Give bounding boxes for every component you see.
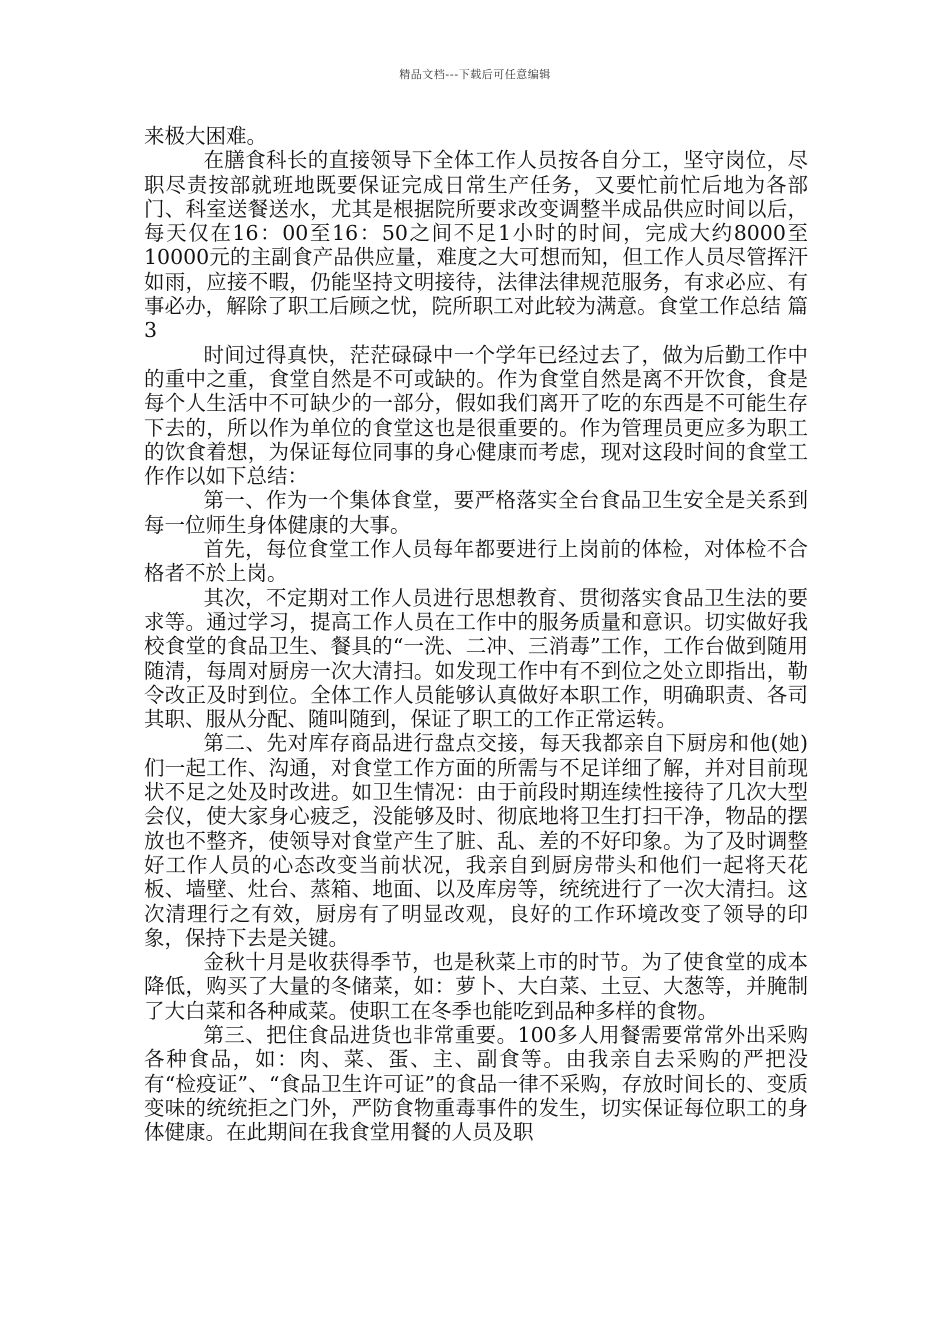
- paragraph-6: 其次，不定期对工作人员进行思想教育、贯彻落实食品卫生法的要求等。通过学习，提高工作人员在工作中的服务质量和意识。切实做好我校食堂的食品卫生、餐具的“一洗、二冲、三消毒”工作，工作台做到随用随清，每周对厨房一次大清扫。如发现工作中有不到位之处立即指出，勒令改正及时到位。全体工作人员能够认真做好本职工作，明确职责、各司其职、服从分配、随叫随到，保证了职工的工作正常运转。: [144, 585, 808, 732]
- paragraph-5: 首先，每位食堂工作人员每年都要进行上岗前的体检，对体检不合格者不於上岗。: [144, 537, 808, 586]
- paragraph-3: 时间过得真快，茫茫碌碌中一个学年已经过去了，做为后勤工作中的重中之重，食堂自然是不可或缺的。作为食堂自然是离不开饮食，食是每个人生活中不可缺少的一部分，假如我们离开了吃的东西是不可能生存下去的，所以作为单位的食堂这也是很重要的。作为管理员更应多为职工的饮食着想，为保证每位同事的身心健康而考虑，现对这段时间的食堂工作作以如下总结：: [144, 342, 808, 489]
- document-body: [144, 124, 808, 1144]
- paragraph-2: 在膳食科长的直接领导下全体工作人员按各自分工，坚守岗位，尽职尽责按部就班地既要保证完成日常生产任务，又要忙前忙后地为各部门、科室送餐送水，尤其是根据院所要求改变调整半成品供应时间以后，每天仅在16：00至16：50之间不足1小时的时间，完成大约8000至10000元的主副食产品供应量，难度之大可想而知，但工作人员尽管挥汗如雨，应接不暇，仍能坚持文明接待，法律法律规范服务，有求必应、有事必办，解除了职工后顾之忧，院所职工对此较为满意。食堂工作总结 篇3: [144, 148, 808, 343]
- paragraph-7: 第二、先对库存商品进行盘点交接，每天我都亲自下厨房和他(她)们一起工作、沟通，对食堂工作方面的所需与不足详细了解，并对目前现状不足之处及时改进。如卫生情况：由于前段时期连续性接待了几次大型会仪，使大家身心疲乏，没能够及时、彻底地将卫生打扫干净，物品的摆放也不整齐，使领导对食堂产生了脏、乱、差的不好印象。为了及时调整好工作人员的心态改变当前状况，我亲自到厨房带头和他们一起将天花板、墙壁、灶台、蒸箱、地面、以及库房等，统统进行了一次大清扫。这次清理行之有效，厨房有了明显改观，良好的工作环境改变了领导的印象，保持下去是关键。: [144, 731, 808, 950]
- paragraph-8: 金秋十月是收获得季节，也是秋菜上市的时节。为了使食堂的成本降低，购买了大量的冬储菜，如：萝卜、大白菜、土豆、大葱等，并腌制了大白菜和各种咸菜。使职工在冬季也能吃到品种多样的食物。: [144, 950, 808, 1023]
- page-header: 精品文档---下载后可任意编辑: [399, 68, 551, 81]
- paragraph-1: 来极大困难。: [144, 124, 267, 148]
- paragraph-4: 第一、作为一个集体食堂，要严格落实全台食品卫生安全是关系到每一位师生身体健康的大事。: [144, 488, 808, 537]
- paragraph-9: 第三、把住食品进货也非常重要。100多人用餐需要常常外出采购各种食品，如：肉、菜、蛋、主、副食等。由我亲自去采购的严把没有“检疫证”、“食品卫生许可证”的食品一律不采购，存放时间长的、变质变味的统统拒之门外，严防食物重毒事件的发生，切实保证每位职工的身体健康。在此期间在我食堂用餐的人员及职: [144, 1022, 808, 1145]
